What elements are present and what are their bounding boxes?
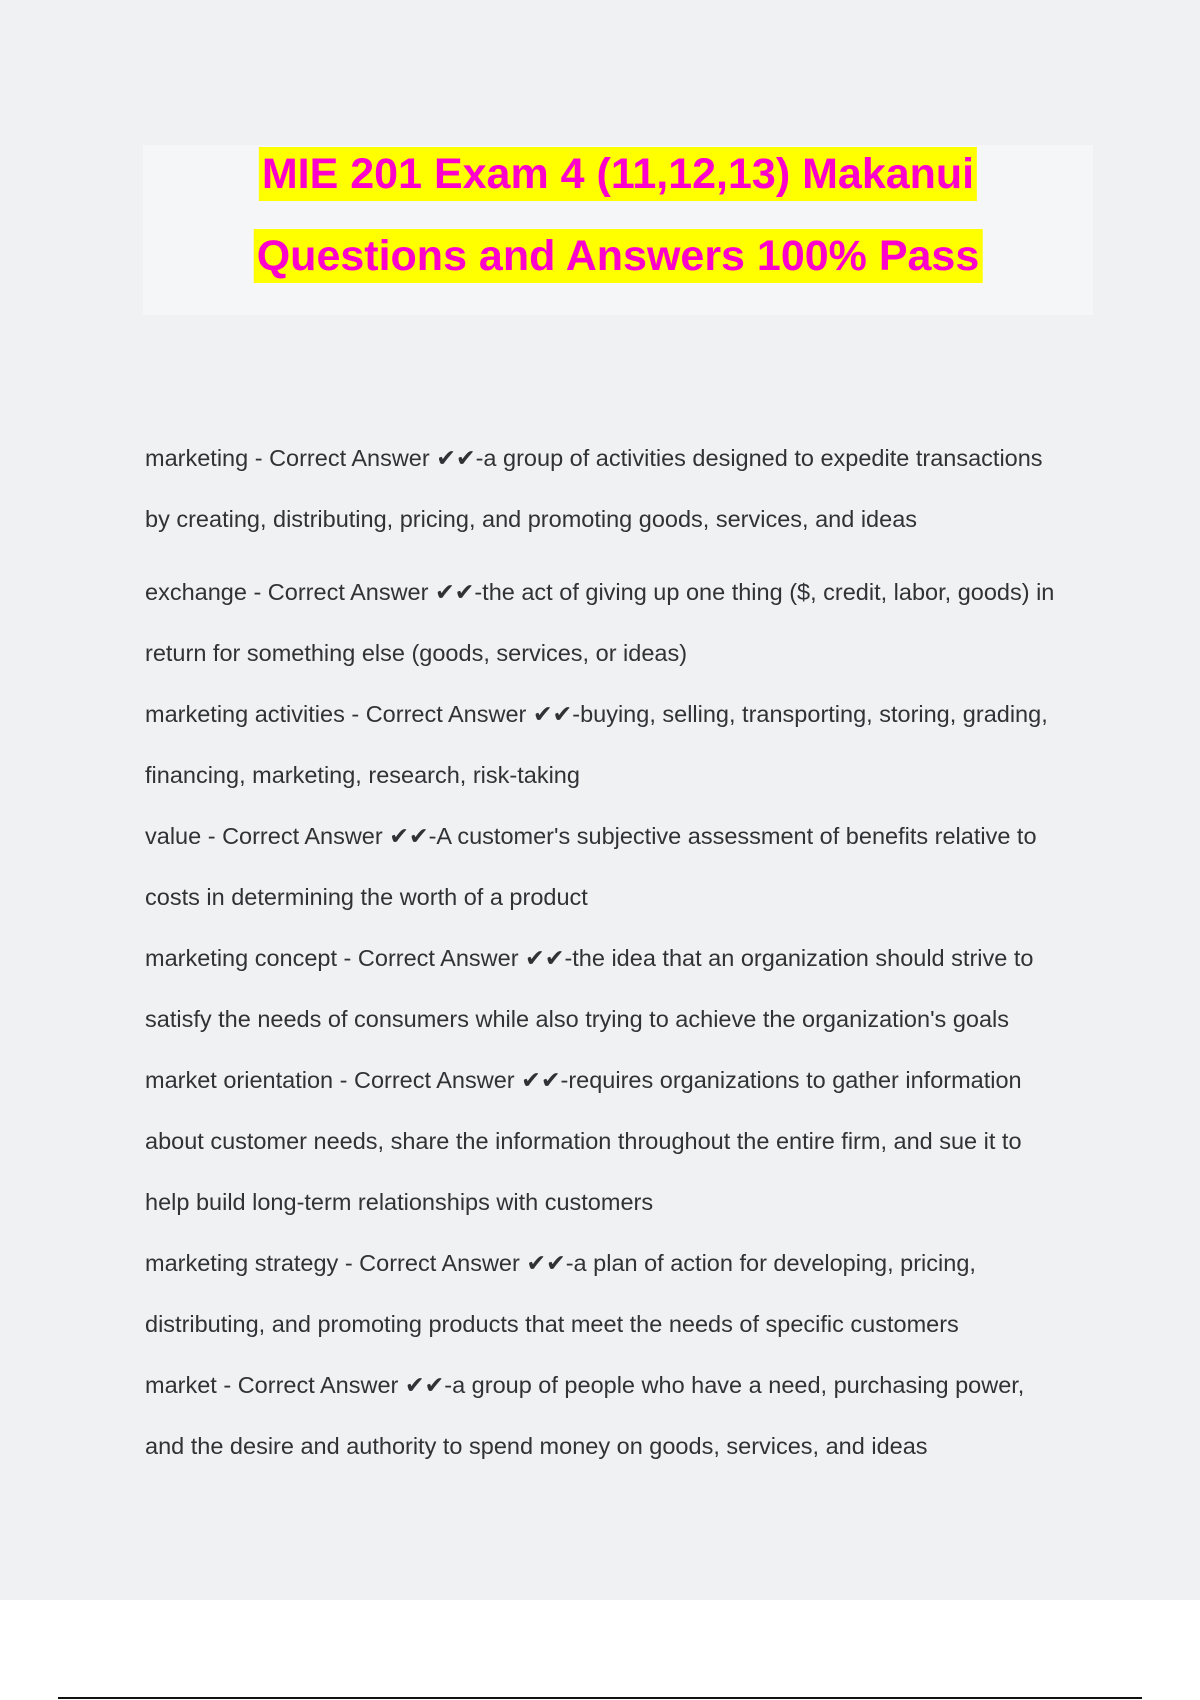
document-title-line-1: MIE 201 Exam 4 (11,12,13) Makanui bbox=[259, 147, 977, 201]
qa-entry-line: marketing - Correct Answer ✔✔-a group of activities designed to expedite transactions bbox=[145, 445, 1043, 471]
qa-entry bbox=[145, 928, 1095, 1050]
qa-entry bbox=[145, 1233, 1095, 1355]
qa-entry-line: marketing strategy - Correct Answer ✔✔-a plan of action for developing, pricing, bbox=[145, 1250, 976, 1276]
qa-entry-line: help build long-term relationships with customers bbox=[145, 1189, 654, 1215]
qa-entry-line: marketing concept - Correct Answer ✔✔-the idea that an organization should strive to bbox=[145, 945, 1034, 971]
qa-entry bbox=[145, 562, 1095, 684]
qa-list bbox=[145, 428, 1095, 1477]
document-title-line-2: Questions and Answers 100% Pass bbox=[254, 229, 983, 283]
qa-entry bbox=[145, 1355, 1095, 1477]
qa-entry bbox=[145, 684, 1095, 806]
qa-entry-line: market - Correct Answer ✔✔-a group of people who have a need, purchasing power, bbox=[145, 1372, 1025, 1398]
qa-entry-line: value - Correct Answer ✔✔-A customer's subjective assessment of benefits relative to bbox=[145, 823, 1037, 849]
qa-entry-line: satisfy the needs of consumers while also trying to achieve the organization's goals bbox=[145, 1006, 1010, 1032]
qa-entry-line: and the desire and authority to spend money on goods, services, and ideas bbox=[145, 1433, 928, 1459]
qa-entry bbox=[145, 806, 1095, 928]
qa-entry-line: costs in determining the worth of a product bbox=[145, 884, 588, 910]
qa-entry bbox=[145, 1050, 1095, 1233]
title-block bbox=[143, 145, 1093, 315]
qa-entry-line: marketing activities - Correct Answer ✔✔-buying, selling, transporting, storing, grading, bbox=[145, 701, 1048, 727]
qa-entry-line: distributing, and promoting products that meet the needs of specific customers bbox=[145, 1311, 959, 1337]
qa-entry-line: exchange - Correct Answer ✔✔-the act of giving up one thing ($, credit, labor, goods) in bbox=[145, 579, 1055, 605]
qa-entry-line: return for something else (goods, services, or ideas) bbox=[145, 640, 688, 666]
qa-entry-line: about customer needs, share the information throughout the entire firm, and sue it to bbox=[145, 1128, 1022, 1154]
footer-divider bbox=[58, 1697, 1142, 1699]
qa-entry-line: market orientation - Correct Answer ✔✔-requires organizations to gather information bbox=[145, 1067, 1022, 1093]
qa-entry bbox=[145, 428, 1095, 550]
qa-entry-line: by creating, distributing, pricing, and promoting goods, services, and ideas bbox=[145, 506, 918, 532]
qa-entry-line: financing, marketing, research, risk-taking bbox=[145, 762, 580, 788]
